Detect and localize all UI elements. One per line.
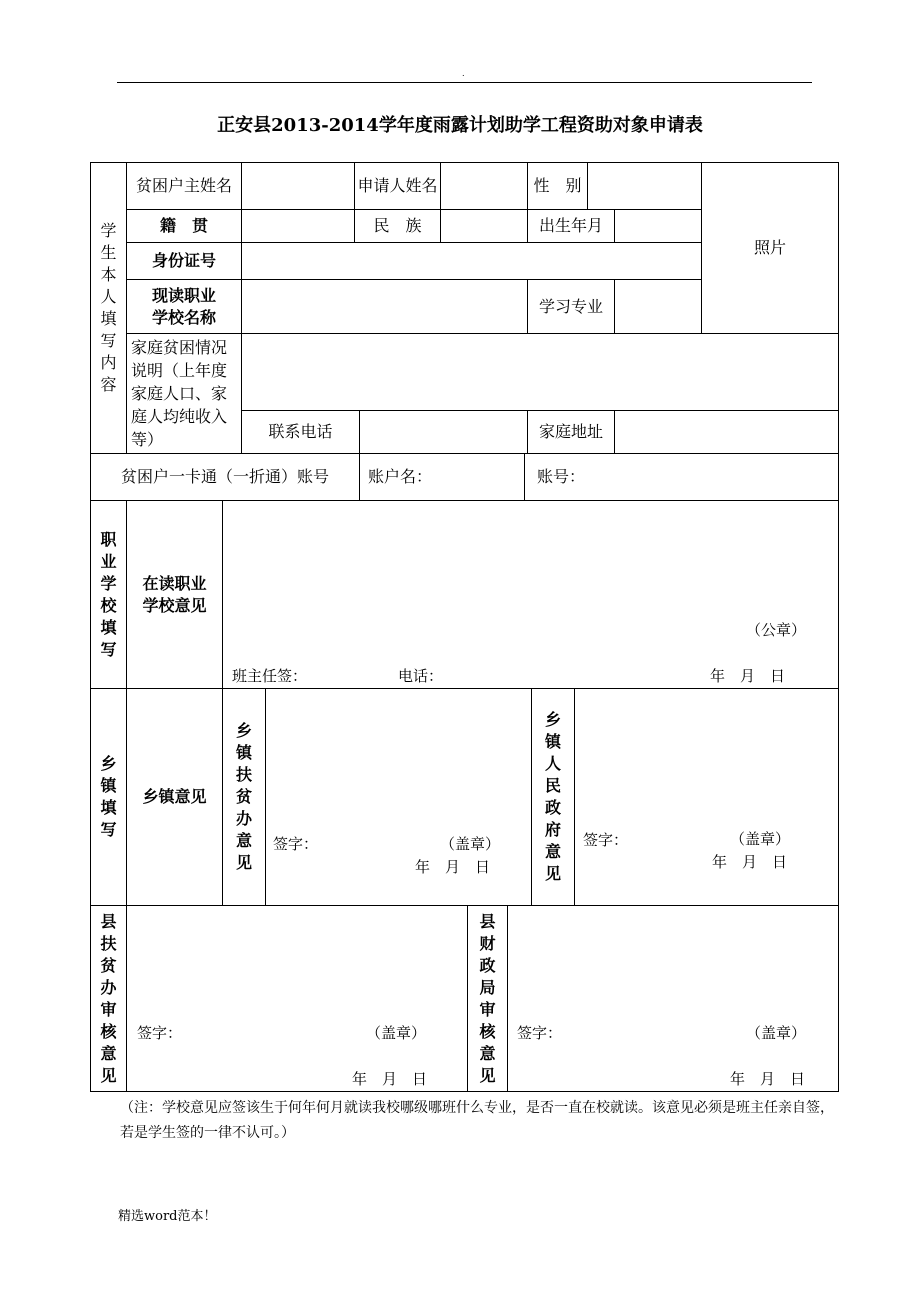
native-place-field[interactable] [241, 209, 355, 243]
applicant-name-label: 申请人姓名 [354, 162, 441, 210]
town-poverty-office-field[interactable] [265, 688, 532, 906]
town-office-date: 年 月 日 [415, 858, 491, 876]
phone-field[interactable] [359, 410, 528, 454]
form-title: 正安县2013-2014学年度雨露计划助学工程资助对象申请表 [217, 115, 703, 136]
id-number-field[interactable] [241, 242, 702, 280]
birth-label: 出生年月 [527, 209, 615, 243]
account-holder-field[interactable]: 账户名： [359, 453, 525, 501]
ethnicity-label: 民 族 [354, 209, 441, 243]
birth-field[interactable] [614, 209, 702, 243]
page-footer: 精选word范本！ [118, 1209, 217, 1224]
id-number-label: 身份证号 [126, 242, 242, 280]
school-phone: 电话： [398, 667, 444, 685]
county-poverty-office-label: 县扶贫办审核意见 [90, 905, 127, 1092]
school-name-label: 现读职业学校名称 [126, 279, 242, 334]
school-opinion-field[interactable] [222, 500, 839, 689]
native-place-label: 籍 贯 [126, 209, 242, 243]
town-office-seal: （盖章） [440, 835, 501, 853]
town-gov-field[interactable] [574, 688, 839, 906]
school-opinion-label: 在读职业学校意见 [126, 500, 223, 689]
address-label: 家庭地址 [527, 410, 615, 454]
town-poverty-office-label: 乡镇扶贫办意见 [222, 688, 266, 906]
county-finance-seal: （盖章） [746, 1024, 807, 1042]
phone-label: 联系电话 [241, 410, 360, 454]
town-gov-sign: 签字： [583, 831, 629, 849]
major-field[interactable] [614, 279, 702, 334]
applicant-name-field[interactable] [440, 162, 528, 210]
header-dot: . [462, 69, 465, 78]
account-number-field[interactable]: 账号： [524, 453, 839, 501]
school-seal: （公章） [746, 621, 807, 639]
county-office-sign: 签字： [137, 1024, 183, 1042]
student-section-label: 学生本人填写内容 [90, 162, 127, 454]
poor-head-name-field[interactable] [241, 162, 355, 210]
town-opinion-label: 乡镇意见 [126, 688, 223, 906]
photo-box: 照片 [701, 162, 839, 334]
county-office-date: 年 月 日 [352, 1070, 428, 1088]
gender-field[interactable] [587, 162, 702, 210]
poverty-desc-field[interactable] [241, 333, 839, 411]
poor-head-name-label: 贫困户主姓名 [126, 162, 242, 210]
town-gov-date: 年 月 日 [712, 853, 788, 871]
school-section-label: 职业学校填写 [90, 500, 127, 689]
account-label: 贫困户一卡通（一折通）账号 [90, 453, 360, 501]
county-poverty-office-field[interactable] [126, 905, 468, 1092]
poverty-desc-label: 家庭贫困情况说明（上年度家庭人口、家庭人均纯收入等） [126, 333, 242, 454]
county-finance-sign: 签字： [517, 1024, 563, 1042]
county-finance-date: 年 月 日 [730, 1070, 806, 1088]
county-finance-label: 县财政局审核意见 [467, 905, 508, 1092]
town-office-sign: 签字： [273, 835, 319, 853]
school-name-field[interactable] [241, 279, 528, 334]
header-rule [117, 82, 812, 83]
town-gov-seal: （盖章） [730, 830, 791, 848]
major-label: 学习专业 [527, 279, 615, 334]
gender-label: 性 别 [527, 162, 588, 210]
address-field[interactable] [614, 410, 839, 454]
town-section-label: 乡镇填写 [90, 688, 127, 906]
form-note: （注：学校意见应签该生于何年何月就读我校哪级哪班什么专业，是否一直在校就读。该意见必须是班主任亲自签，若是学生签的一律不认可。） [120, 1100, 834, 1141]
ethnicity-field[interactable] [440, 209, 528, 243]
teacher-sign: 班主任签： [232, 667, 308, 685]
town-gov-label: 乡镇人民政府意见 [531, 688, 575, 906]
school-date: 年 月 日 [710, 667, 786, 685]
county-finance-field[interactable] [507, 905, 839, 1092]
county-office-seal: （盖章） [366, 1024, 427, 1042]
